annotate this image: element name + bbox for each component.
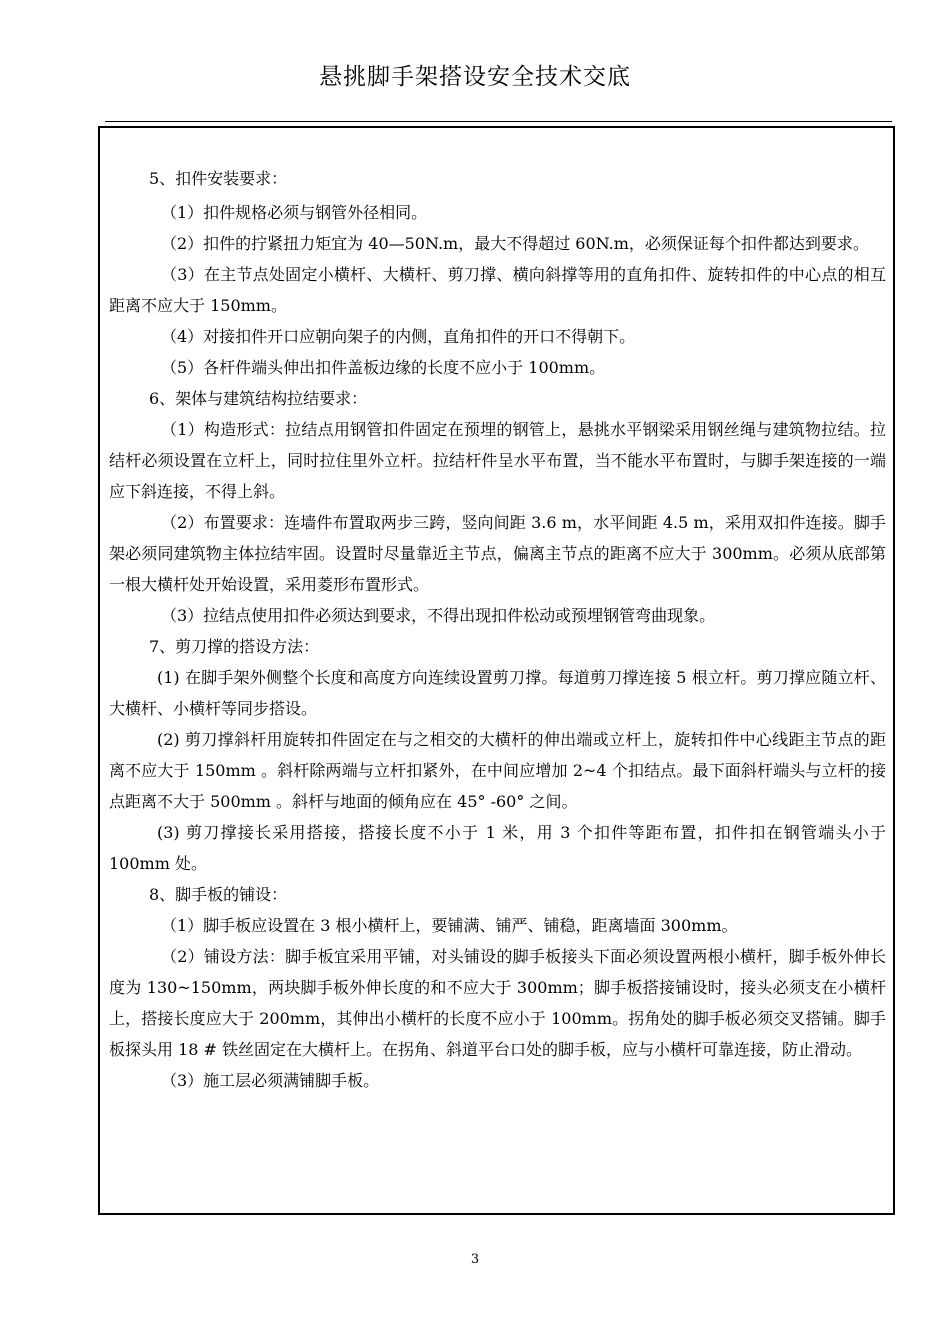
section-6-item-2: （2）布置要求：连墙件布置取两步三跨，竖向间距 3.6 m，水平间距 4.5 m，采用双扣件连接。脚手架必须同建筑物主体拉结牢固。设置时尽量靠近主节点，偏离主节点的距离不应大于 300mm。必须从底部第一根大横杆处开始设置，采用菱形布置形式。 [109, 513, 886, 594]
section-6-item-1: （1）构造形式：拉结点用钢管扣件固定在预埋的钢管上，悬挑水平钢梁采用钢丝绳与建筑物拉结。拉结杆必须设置在立杆上，同时拉住里外立杆。拉结杆件呈水平布置，当不能水平布置时，与脚手架连接的一端应下斜连接，不得上斜。 [109, 420, 886, 501]
section-5-item-4: （4）对接扣件开口应朝向架子的内侧，直角扣件的开口不得朝下。 [161, 327, 636, 346]
title-rule [105, 121, 892, 122]
section-7-item-3: (3) 剪刀撑接长采用搭接，搭接长度不小于 1 米，用 3 个扣件等距布置，扣件扣在钢管端头小于 100mm 处。 [109, 823, 886, 873]
document-title: 悬挑脚手架搭设安全技术交底 [319, 64, 631, 90]
section-7-heading: 7、剪刀撑的搭设方法： [149, 637, 320, 656]
section-7-item-2: (2) 剪刀撑斜杆用旋转扣件固定在与之相交的大横杆的伸出端或立杆上，旋转扣件中心线距主节点的距离不应大于 150mm 。斜杆除两端与立杆扣紧外，在中间应增加 2~4 个扣结点。最下面斜杆端头与立杆的接点距离不大于 500mm 。斜杆与地面的倾角应在 45° -60° 之间。 [109, 730, 886, 811]
content-body [109, 163, 886, 1096]
section-8-item-1: （1）脚手板应设置在 3 根小横杆上，要铺满、铺严、铺稳，距离墙面 300mm。 [161, 916, 738, 935]
section-8-heading: 8、脚手板的铺设： [149, 885, 288, 904]
section-8-item-3: （3）施工层必须满铺脚手板。 [161, 1071, 380, 1090]
section-7-item-1: (1) 在脚手架外侧整个长度和高度方向连续设置剪刀撑。每道剪刀撑连接 5 根立杆。剪刀撑应随立杆、大横杆、小横杆等同步搭设。 [109, 668, 886, 718]
section-6-item-3: （3）拉结点使用扣件必须达到要求，不得出现扣件松动或预埋钢管弯曲现象。 [161, 606, 716, 625]
section-5-item-5: （5）各杆件端头伸出扣件盖板边缘的长度不应小于 100mm。 [161, 358, 606, 377]
section-5-item-2: （2）扣件的拧紧扭力矩宜为 40—50N.m，最大不得超过 60N.m，必须保证每个扣件都达到要求。 [161, 234, 869, 253]
page-number: 3 [470, 1252, 480, 1267]
section-5-item-3: （3）在主节点处固定小横杆、大横杆、剪刀撑、横向斜撑等用的直角扣件、旋转扣件的中心点的相互距离不应大于 150mm。 [109, 265, 886, 315]
section-5-item-1: （1）扣件规格必须与钢管外径相同。 [161, 203, 428, 222]
section-8-item-2: （2）铺设方法：脚手板宜采用平铺，对头铺设的脚手板接头下面必须设置两根小横杆，脚手板外伸长度为 130~150mm，两块脚手板外伸长度的和不应大于 300mm；脚手板搭接铺设时，接头必须支在小横杆上，搭接长度应大于 200mm，其伸出小横杆的长度不应小于 100mm。拐角处的脚手板必须交叉搭铺。脚手板探头用 18 # 铁丝固定在大横杆上。在拐角、斜道平台口处的脚手板，应与小横杆可靠连接，防止滑动。 [109, 947, 886, 1059]
section-6-heading: 6、架体与建筑结构拉结要求： [149, 389, 368, 408]
section-5-heading: 5、扣件安装要求： [149, 169, 288, 188]
